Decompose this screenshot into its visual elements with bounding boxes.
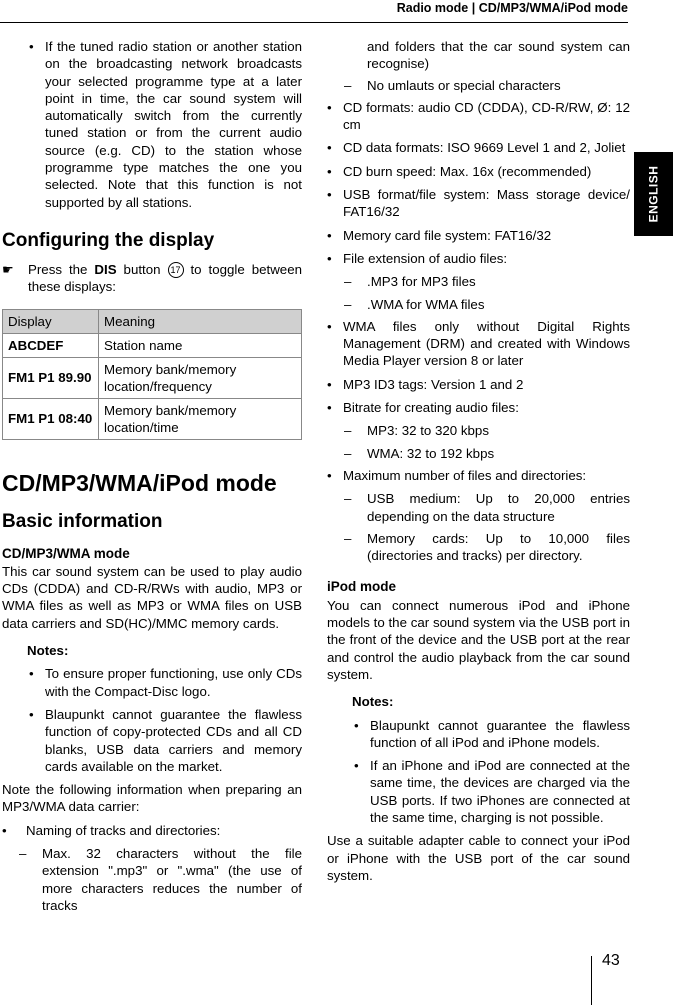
- page-number: 43: [602, 952, 620, 969]
- table-header-display: Display: [3, 309, 99, 333]
- cd-mode-paragraph: This car sound system can be used to play audio CDs (CDDA) and CD-R/RWs with audio, MP3 or WMA files as well as MP3 or WMA files on USB data carriers and SD(HC)/MMC memory cards.: [2, 563, 302, 631]
- note-item: • To ensure proper functioning, use only CDs with the Compact-Disc logo.: [29, 665, 302, 700]
- list-item: • WMA files only without Digital Rights Management (DRM) and created with Windows Media Player version 8 or later: [327, 318, 630, 370]
- list-item: • Maximum number of files and directories:: [327, 467, 630, 484]
- main-heading: CD/MP3/WMA/iPod mode: [2, 469, 277, 496]
- right-column: [327, 38, 630, 884]
- pointing-hand-icon: ☛: [2, 261, 14, 277]
- umlauts-dash: – No umlauts or special characters: [344, 77, 630, 94]
- prep-paragraph: Note the following information when preparing an MP3/WMA data carrier:: [2, 782, 302, 815]
- notes-list: [327, 717, 630, 827]
- table-row: [3, 333, 302, 357]
- ext-dash: – .MP3 for MP3 files: [344, 273, 630, 290]
- cd-mode-heading: CD/MP3/WMA mode: [2, 545, 130, 561]
- naming-bullet: • Naming of tracks and directories:: [2, 822, 302, 839]
- header-title: Radio mode | CD/MP3/WMA/iPod mode: [396, 1, 628, 15]
- note-item: • Blaupunkt cannot guarantee the flawless function of all iPod and iPhone models.: [354, 717, 630, 752]
- circled-number-17: 17: [168, 262, 184, 278]
- table-cell-display: FM1 P1 89.90: [3, 357, 99, 398]
- intro-bullet: • If the tuned radio station or another station on the broadcasting network broadcasts your selected programme type at a later point in time, the car sound system will automatically switch from the currently tuned station or from the current audio source (e.g. CD) to the station whose programme type matches the one you selected. Note that this function is not supported by all stations.: [29, 38, 302, 211]
- table-cell-meaning: Memory bank/memory location/time: [99, 398, 302, 439]
- ext-dash: – .WMA for WMA files: [344, 296, 630, 313]
- list-item: • CD formats: audio CD (CDDA), CD-R/RW, Ø: 12 cm: [327, 99, 630, 134]
- ipod-paragraph: You can connect numerous iPod and iPhone models to the car sound system via the USB port in the front of the device and the USB port at the rear and control the audio playback from the car sound system.: [327, 597, 630, 682]
- max-dash: – USB medium: Up to 20,000 entries depending on the data structure: [344, 490, 630, 525]
- basic-info-heading: Basic information: [2, 510, 163, 532]
- language-tab: [634, 152, 673, 236]
- note-item: • Blaupunkt cannot guarantee the flawless function of copy-protected CDs and all CD blanks, USB data carriers and memory cards available on the market.: [29, 706, 302, 775]
- list-item: • USB format/file system: Mass storage device/ FAT16/32: [327, 186, 630, 221]
- list-item: • MP3 ID3 tags: Version 1 and 2: [327, 376, 630, 393]
- action-step: ☛ Press the DIS button 17 to toggle between these displays:: [2, 261, 302, 295]
- naming-dash: – Max. 32 characters without the file extension ".mp3" or ".wma" (the use of more characters reduces the number of tracks: [19, 845, 302, 914]
- list-item: • CD data formats: ISO 9669 Level 1 and 2, Joliet: [327, 139, 630, 156]
- table-row: [3, 357, 302, 398]
- table-cell-display: FM1 P1 08:40: [3, 398, 99, 439]
- list-item: • File extension of audio files:: [327, 250, 630, 267]
- list-item: • Bitrate for creating audio files:: [327, 399, 630, 416]
- language-tab-label: ENGLISH: [646, 165, 661, 223]
- note-item: • If an iPhone and iPod are connected at the same time, the devices are charged via the USB ports. If two iPhones are connected at the same time, charging is not possible.: [354, 757, 630, 826]
- ipod-heading: iPod mode: [327, 579, 397, 595]
- continuation-text: and folders that the car sound system can recognise): [367, 39, 630, 72]
- config-heading: Configuring the display: [2, 229, 215, 251]
- table-header-meaning: Meaning: [99, 309, 302, 333]
- notes-label: Notes:: [352, 694, 394, 710]
- dis-button-label: DIS: [94, 261, 117, 277]
- table-cell-meaning: Station name: [99, 333, 302, 357]
- table-row: [3, 398, 302, 439]
- adapter-paragraph: Use a suitable adapter cable to connect your iPod or iPhone with the USB port of the car sound system.: [327, 833, 630, 883]
- table-cell-meaning: Memory bank/memory location/frequency: [99, 357, 302, 398]
- page-header: [0, 0, 628, 23]
- format-list: [327, 99, 630, 267]
- list-item: • Memory card file system: FAT16/32: [327, 227, 630, 244]
- footer-divider: [591, 956, 592, 1005]
- list-item: • CD burn speed: Max. 16x (recommended): [327, 163, 630, 180]
- bitrate-dash: – MP3: 32 to 320 kbps: [344, 422, 630, 439]
- notes-label: Notes:: [27, 643, 69, 659]
- bitrate-dash: – WMA: 32 to 192 kbps: [344, 445, 630, 462]
- display-table: [2, 309, 302, 440]
- left-column: [2, 38, 302, 919]
- table-cell-display: ABCDEF: [3, 333, 99, 357]
- notes-list: [2, 665, 302, 775]
- max-dash: – Memory cards: Up to 10,000 files (directories and tracks) per directory.: [344, 530, 630, 565]
